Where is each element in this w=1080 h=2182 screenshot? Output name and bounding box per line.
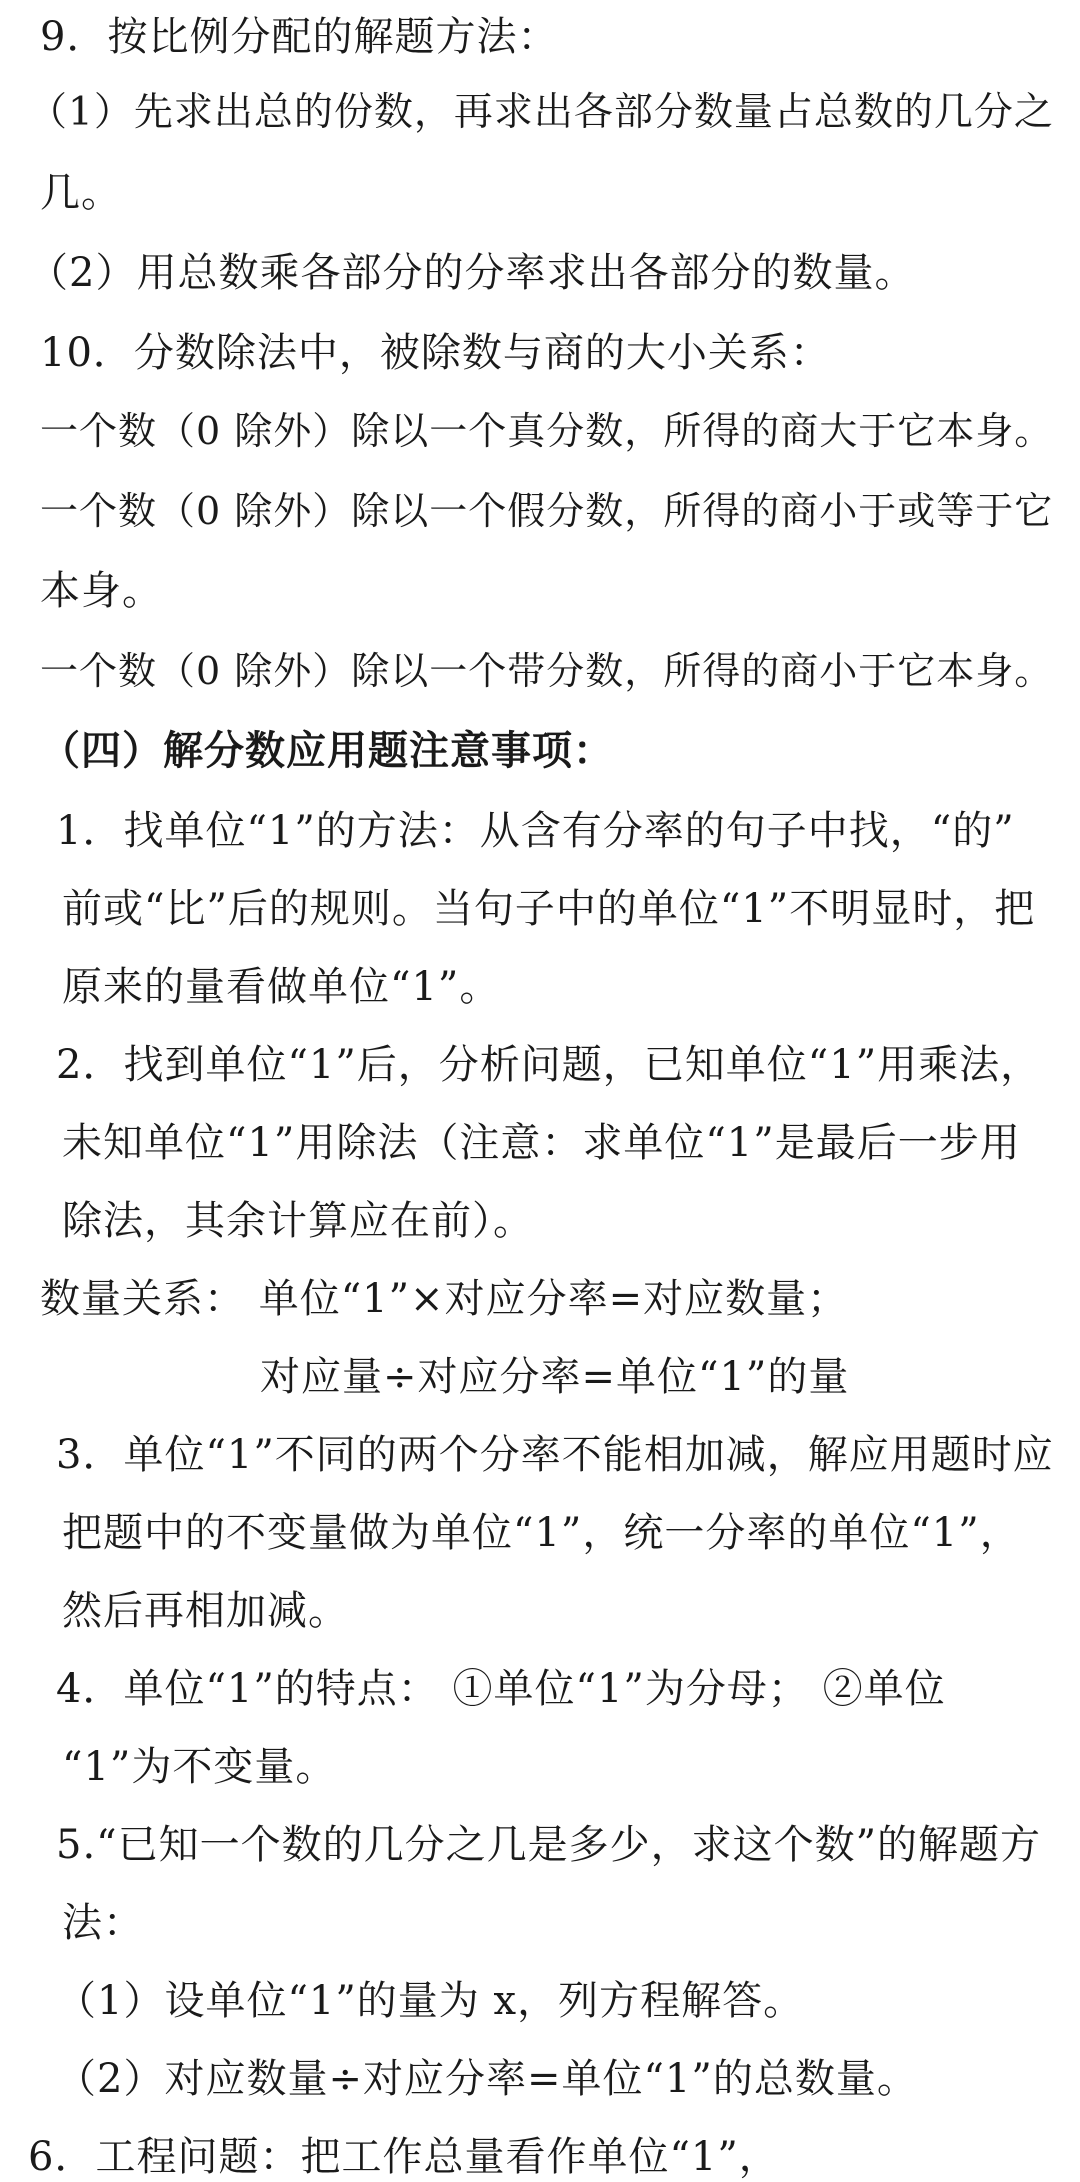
note-3-continued-b: 然后再相加减。 (62, 1588, 349, 1634)
item-9-step-1-continued: 几。 (40, 170, 122, 216)
note-3: 3．单位“1”不同的两个分率不能相加减，解应用题时应 (56, 1432, 1054, 1478)
rule-improper-fraction-continued: 本身。 (40, 568, 163, 614)
note-3-continued-a: 把题中的不变量做为单位“1”，统一分率的单位“1”， (62, 1510, 1021, 1556)
note-5-continued: 法： (62, 1900, 144, 1946)
note-5: 5.“已知一个数的几分之几是多少，求这个数”的解题方 (56, 1822, 1042, 1868)
rule-improper-fraction: 一个数（0 除外）除以一个假分数，所得的商小于或等于它 (40, 489, 1054, 533)
note-1-continued-a: 前或“比”后的规则。当句子中的单位“1”不明显时，把 (62, 886, 1036, 932)
note-2: 2．找到单位“1”后，分析问题，已知单位“1”用乘法， (56, 1042, 1042, 1088)
rule-mixed-number: 一个数（0 除外）除以一个带分数，所得的商小于它本身。 (40, 649, 1054, 693)
note-1: 1．找单位“1”的方法：从含有分率的句子中找，“的” (56, 808, 1015, 854)
note-5-step-2: （2）对应数量÷对应分率=单位“1”的总数量。 (56, 2056, 918, 2102)
note-5-step-1: （1）设单位“1”的量为 x，列方程解答。 (56, 1978, 805, 2024)
rule-proper-fraction: 一个数（0 除外）除以一个真分数，所得的商大于它本身。 (40, 409, 1054, 453)
item-9-heading: 9．按比例分配的解题方法： (40, 14, 559, 60)
note-4-continued: “1”为不变量。 (62, 1744, 337, 1790)
item-10-heading: 10．分数除法中，被除数与商的大小关系： (40, 330, 831, 376)
note-4: 4．单位“1”的特点： ①单位“1”为分母； ②单位 (56, 1666, 946, 1712)
item-9-step-1: （1）先求出总的份数，再求出各部分数量占总数的几分之 (28, 90, 1054, 135)
note-2-continued-b: 除法，其余计算应在前）。 (62, 1198, 534, 1244)
quantity-relation-2: 对应量÷对应分率=单位“1”的量 (260, 1354, 850, 1400)
item-9-step-2: （2）用总数乘各部分的分率求出各部分的数量。 (28, 250, 916, 296)
section-4-heading: （四）解分数应用题注意事项： (40, 727, 614, 774)
note-6: 6．工程问题：把工作总量看作单位“1”， (28, 2134, 780, 2180)
note-1-continued-b: 原来的量看做单位“1”。 (62, 964, 501, 1010)
quantity-relation-1: 数量关系： 单位“1”×对应分率=对应数量； (40, 1276, 849, 1322)
note-2-continued-a: 未知单位“1”用除法（注意：求单位“1”是最后一步用 (62, 1120, 1021, 1166)
